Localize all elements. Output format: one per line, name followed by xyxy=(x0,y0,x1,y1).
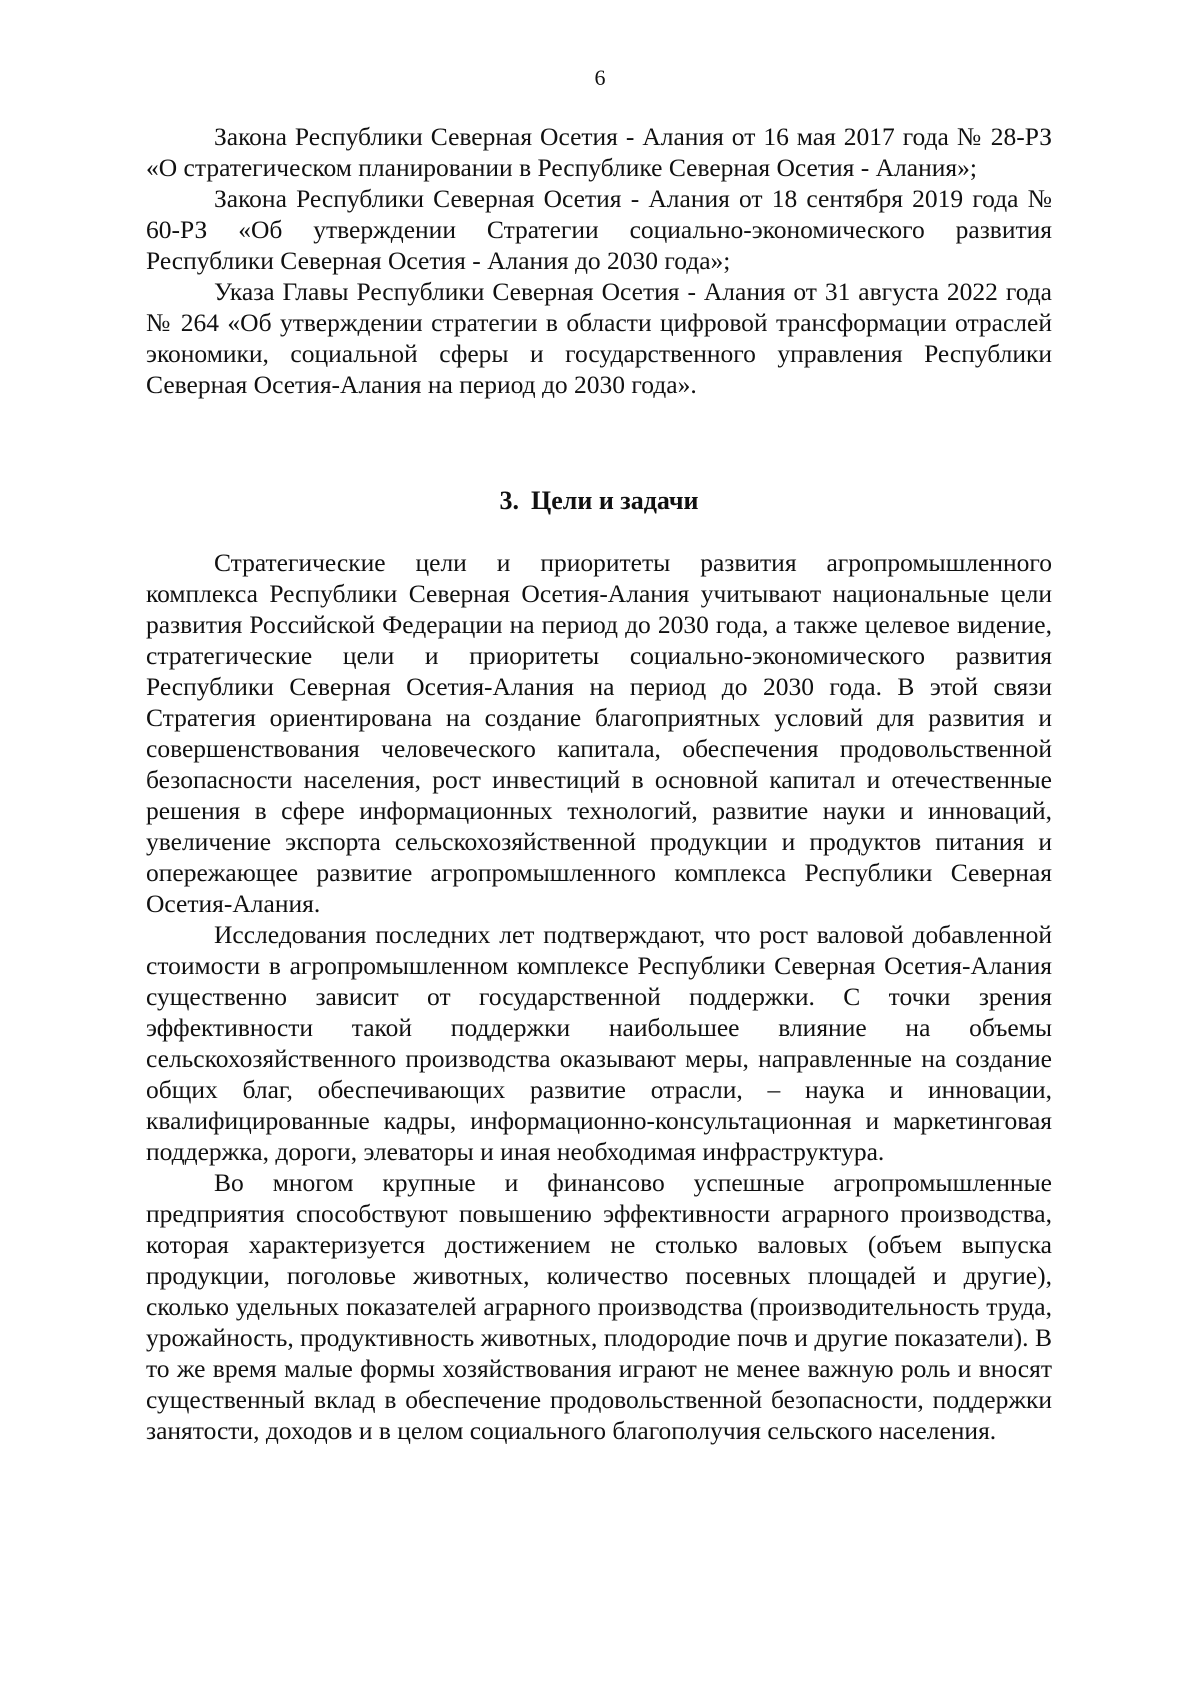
section-title: Цели и задачи xyxy=(530,486,699,515)
section-number: 3. xyxy=(499,486,519,515)
section-heading xyxy=(146,485,1052,516)
paragraph-research-support: Исследования последних лет подтверждают, что рост валовой добавленной стоимости в агропромышленном комплексе Республики Северная Осетия-Алания существенно зависит от государственной поддержки. С точки зрения эффективности такой поддержки наибольшее влияние на объемы сельскохозяйственного производства оказывают меры, направленные на создание общих благ, обеспечивающих развитие отрасли, – наука и инновации, квалифицированные кадры, информационно-консультационная и маркетинговая поддержка, дороги, элеваторы и иная необходимая инфраструктура. xyxy=(146,920,1052,1166)
section-body xyxy=(146,547,1052,1446)
page-number: 6 xyxy=(594,65,606,90)
intro-legal-references xyxy=(146,121,1052,400)
paragraph-law-60-rz: Закона Республики Северная Осетия - Алания от 18 сентября 2019 года № 60-РЗ «Об утверждении Стратегии социально-экономического развития Республики Северная Осетия - Алания до 2030 года»; xyxy=(146,184,1052,275)
paragraph-law-28-rz: Закона Республики Северная Осетия - Алания от 16 мая 2017 года № 28-РЗ «О стратегическом планировании в Республике Северная Осетия - Алания»; xyxy=(146,122,1052,182)
paragraph-decree-264: Указа Главы Республики Северная Осетия - Алания от 31 августа 2022 года № 264 «Об утверждении стратегии в области цифровой трансформации отраслей экономики, социальной сферы и государственного управления Республики Северная Осетия-Алания на период до 2030 года». xyxy=(146,277,1052,399)
paragraph-enterprises: Во многом крупные и финансово успешные агропромышленные предприятия способствуют повышению эффективности аграрного производства, которая характеризуется достижением не столько валовых (объем выпуска продукции, поголовье животных, количество посевных площадей и другие), сколько удельных показателей аграрного производства (производительность труда, урожайность, продуктивность животных, плодородие почв и другие показатели). В то же время малые формы хозяйствования играют не менее важную роль и вносят существенный вклад в обеспечение продовольственной безопасности, поддержки занятости, доходов и в целом социального благополучия сельского населения. xyxy=(146,1168,1052,1445)
paragraph-strategic-goals: Стратегические цели и приоритеты развития агропромышленного комплекса Республики Северная Осетия-Алания учитывают национальные цели развития Российской Федерации на период до 2030 года, а также целевое видение, стратегические цели и приоритеты социально-экономического развития Республики Северная Осетия-Алания на период до 2030 года. В этой связи Стратегия ориентирована на создание благоприятных условий для развития и совершенствования человеческого капитала, обеспечения продовольственной безопасности населения, рост инвестиций в основной капитал и отечественные решения в сфере информационных технологий, развитие науки и инноваций, увеличение экспорта сельскохозяйственной продукции и продуктов питания и опережающее развитие агропромышленного комплекса Республики Северная Осетия-Алания. xyxy=(146,548,1052,918)
